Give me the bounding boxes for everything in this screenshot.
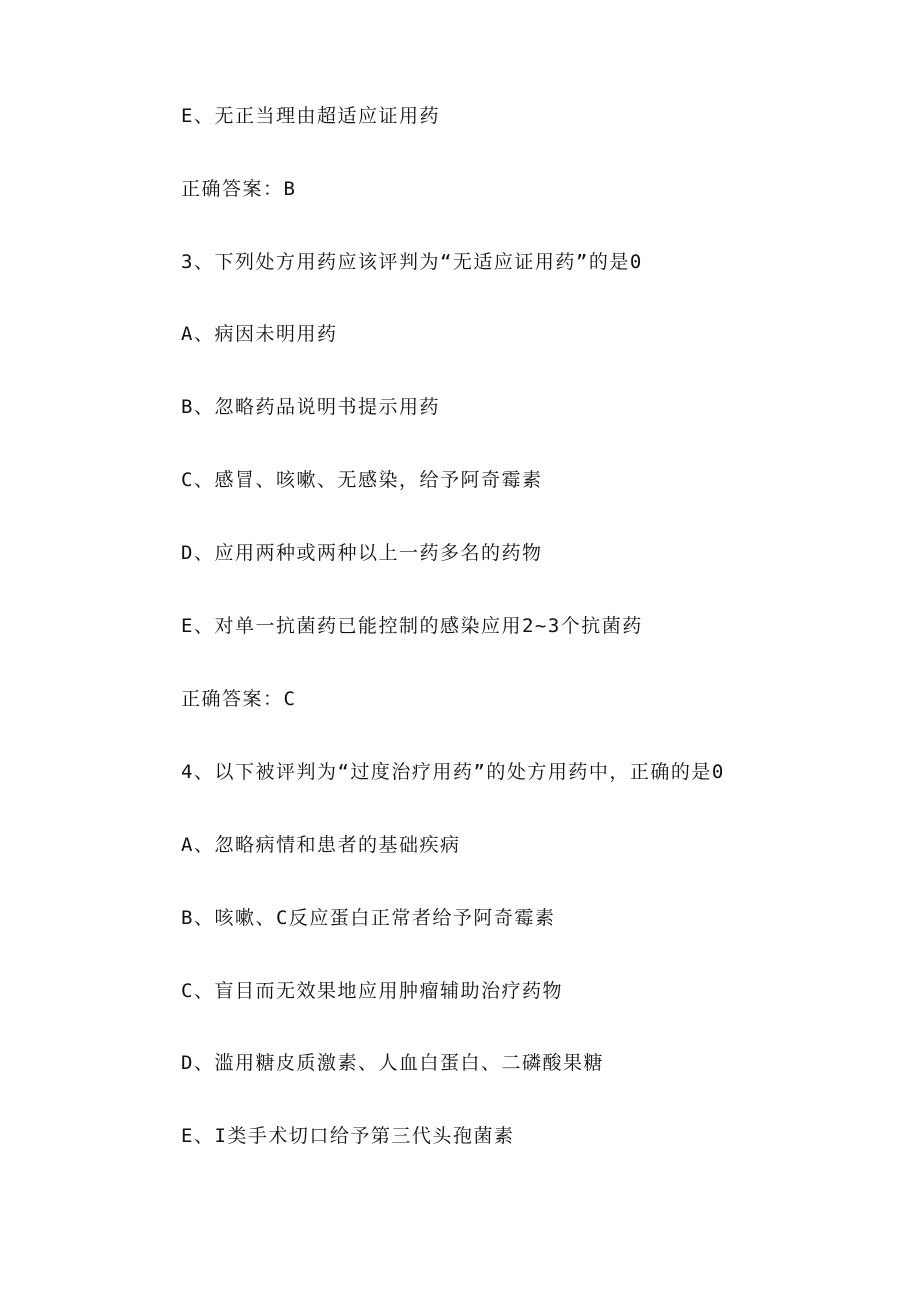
- answer-q3: 正确答案：C: [181, 688, 297, 710]
- option-d-q4: D、滥用糖皮质激素、人血白蛋白、二磷酸果糖: [181, 1052, 604, 1074]
- option-a-q3: A、病因未明用药: [181, 323, 338, 345]
- option-d-q3: D、应用两种或两种以上一药多名的药物: [181, 542, 543, 564]
- option-e-q4: E、I类手术切口给予第三代头孢菌素: [181, 1125, 515, 1147]
- option-a-q4: A、忽略病情和患者的基础疾病: [181, 834, 461, 856]
- option-c-q4: C、盲目而无效果地应用肿瘤辅助治疗药物: [181, 980, 563, 1002]
- question-3: 3、下列处方用药应该评判为“无适应证用药”的是0: [181, 251, 643, 273]
- option-b-q4: B、咳嗽、C反应蛋白正常者给予阿奇霉素: [181, 907, 556, 929]
- option-b-q3: B、忽略药品说明书提示用药: [181, 396, 440, 418]
- option-e-q3: E、对单一抗菌药已能控制的感染应用2~3个抗菌药: [181, 615, 643, 637]
- option-e-q2: E、无正当理由超适应证用药: [181, 105, 440, 127]
- question-4: 4、以下被评判为“过度治疗用药”的处方用药中，正确的是0: [181, 761, 725, 783]
- option-c-q3: C、感冒、咳嗽、无感染，给予阿奇霉素: [181, 469, 543, 491]
- answer-q2: 正确答案：B: [181, 178, 297, 200]
